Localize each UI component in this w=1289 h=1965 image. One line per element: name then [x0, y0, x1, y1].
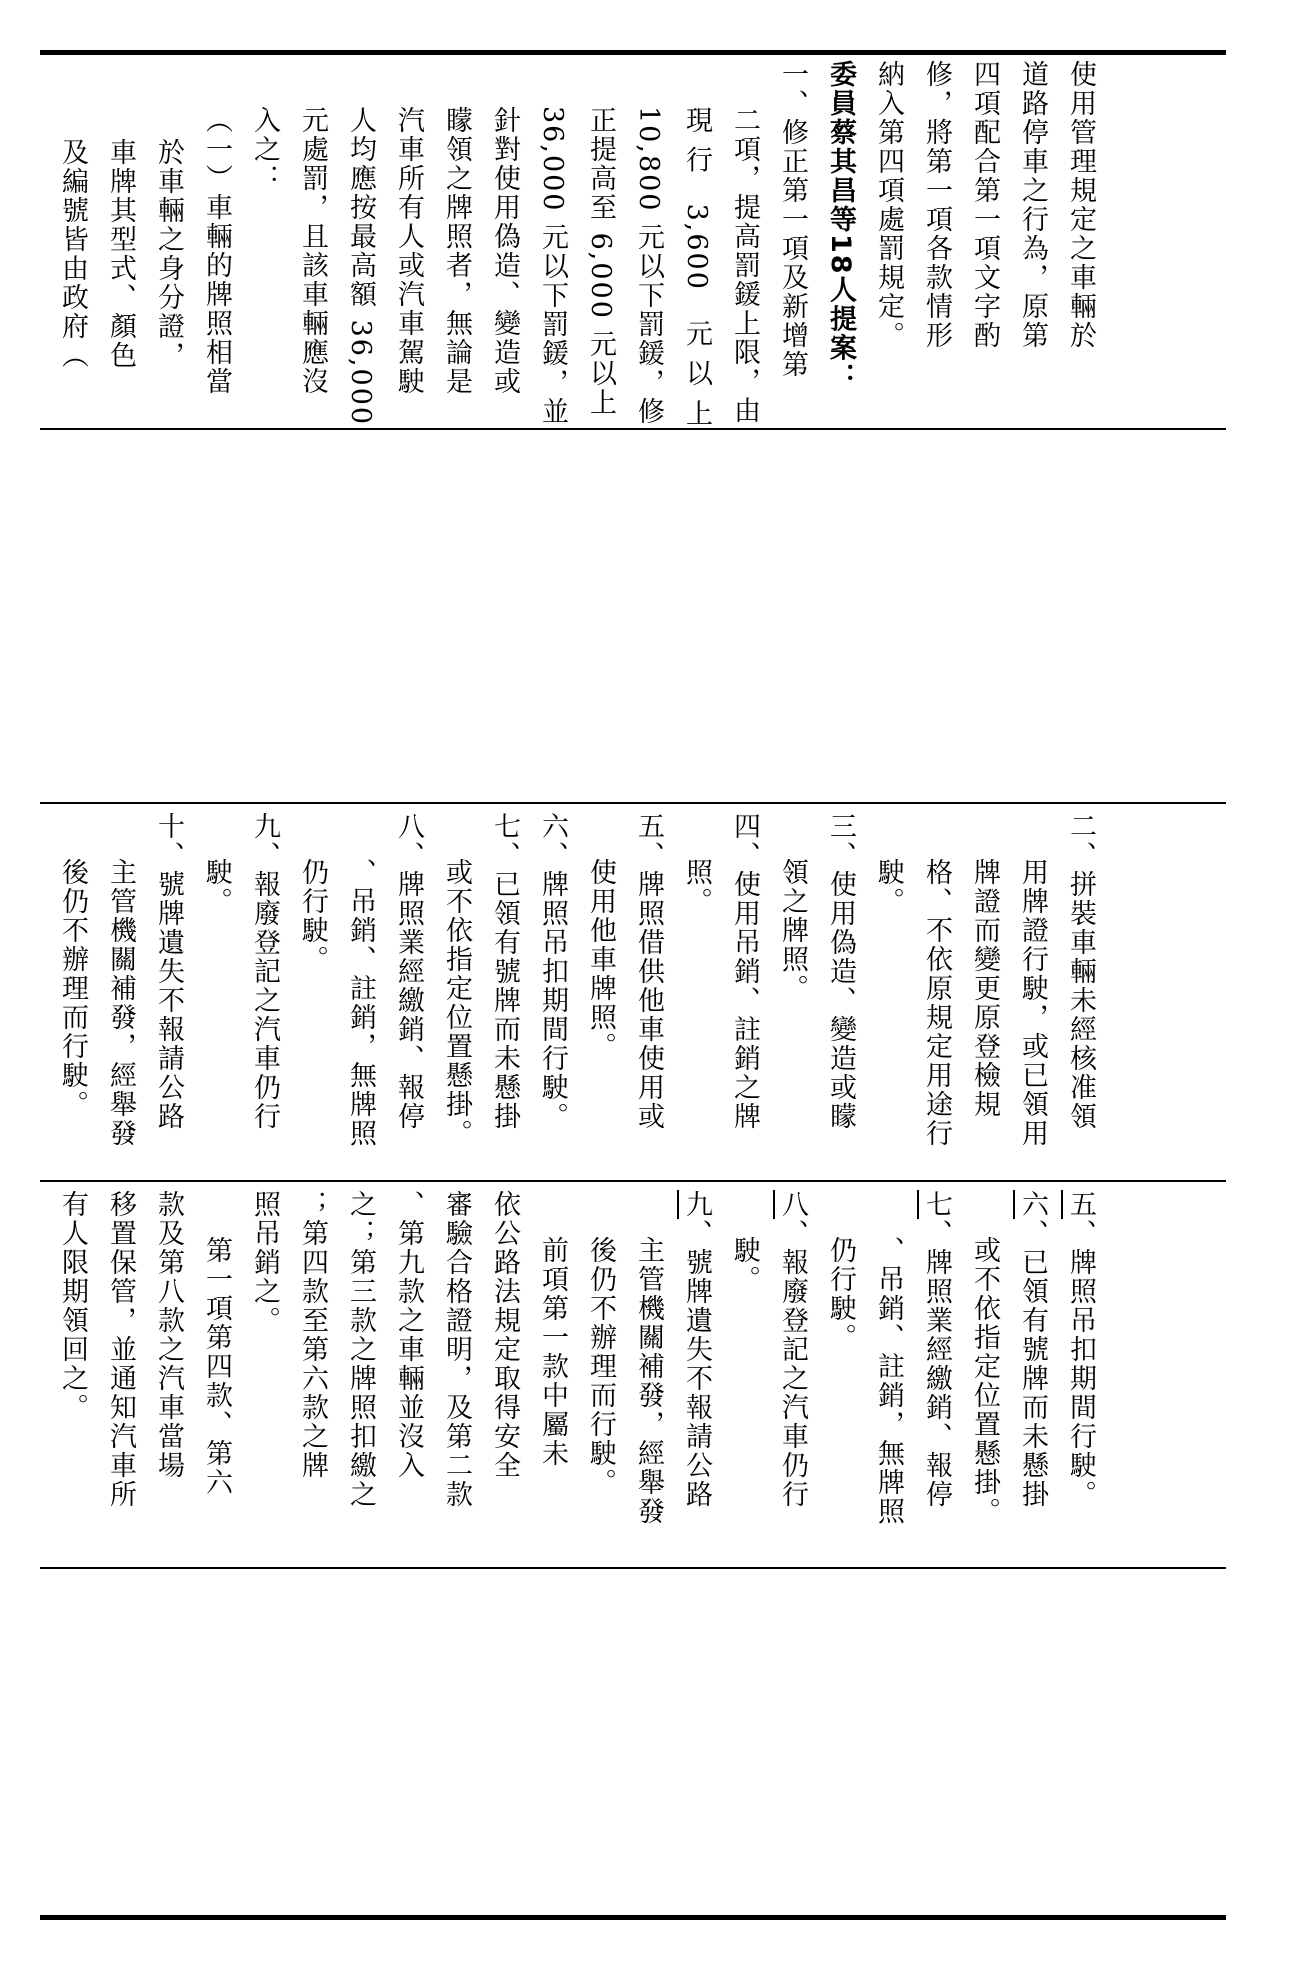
text-line: 現 行 3,600 元 以 上 — [681, 106, 712, 429]
text-line: 主管機關補發，經舉發 — [633, 1236, 664, 1526]
text-line: 仍行駛。 — [297, 858, 328, 974]
text-line: 五、牌照借供他車使用或 — [633, 812, 664, 1131]
text-line: 駛。 — [729, 1236, 760, 1294]
text-line: 納入第四項處罰規定。 — [873, 60, 904, 350]
text-line: 之；第三款之牌照扣繳之 — [345, 1190, 376, 1509]
band-1-text — [48, 60, 1104, 432]
text-line: 、第九款之車輛並沒入 — [393, 1190, 424, 1480]
text-line: 有人限期領回之。 — [57, 1190, 88, 1422]
text-line: 使用管理規定之車輛於 — [1065, 60, 1096, 350]
text-line: 八、牌照業經繳銷、報停 — [393, 812, 424, 1131]
text-line: 後仍不辦理而行駛。 — [57, 858, 88, 1119]
bottom-border-rule — [40, 1915, 1226, 1920]
divider-rule-1 — [40, 428, 1226, 430]
text-line: 照。 — [681, 858, 712, 916]
text-line: 後仍不辦理而行駛。 — [585, 1236, 616, 1497]
text-line: 三、使用偽造、變造或矇 — [825, 812, 856, 1131]
text-line: 或不依指定位置懸掛。 — [441, 858, 472, 1148]
text-line: 二項，提高罰鍰上限，由 — [729, 106, 760, 425]
text-line: 駛。 — [201, 858, 232, 916]
text-line: 移置保管，並通知汽車所 — [105, 1190, 136, 1509]
band-2-text — [48, 812, 1104, 1184]
text-line: 二、拼裝車輛未經核准領 — [1065, 812, 1096, 1131]
text-line: 委員蔡其昌等18人提案： — [825, 60, 856, 392]
text-line: 依公路法規定取得安全 — [489, 1190, 520, 1480]
text-line: 六、牌照吊扣期間行駛。 — [537, 812, 568, 1131]
column-band-3 — [48, 1190, 1220, 1564]
column-band-2 — [48, 812, 1220, 1184]
text-line: （一）車輛的牌照相當 — [201, 106, 232, 396]
divider-rule-4 — [40, 1567, 1226, 1569]
band-3-text — [48, 1190, 1104, 1564]
text-line: 九、報廢登記之汽車仍行 — [249, 812, 280, 1131]
text-line: 九、號牌遺失不報請公路 — [681, 1190, 712, 1509]
text-line: 車牌其型式、顏色 — [105, 138, 136, 370]
divider-rule-3 — [40, 1180, 1226, 1182]
text-line: 七、牌照業經繳銷、報停 — [921, 1190, 952, 1509]
text-line: 四、使用吊銷、註銷之牌 — [729, 812, 760, 1131]
text-line: 駛。 — [873, 858, 904, 916]
text-line: 、吊銷、註銷，無牌照 — [345, 858, 376, 1148]
text-line: 道路停車之行為，原第 — [1017, 60, 1048, 350]
text-line: 照吊銷之。 — [249, 1190, 280, 1335]
text-line: 格、不依原規定用途行 — [921, 858, 952, 1148]
text-line: 、吊銷、註銷，無牌照 — [873, 1236, 904, 1526]
text-line: 10,800 元以下罰鍰，修 — [633, 106, 664, 427]
text-line: 矇領之牌照者，無論是 — [441, 106, 472, 396]
text-line: 針對使用偽造、變造或 — [489, 106, 520, 396]
text-line: 汽車所有人或汽車駕駛 — [393, 106, 424, 396]
text-line: 或不依指定位置懸掛。 — [969, 1236, 1000, 1526]
text-line: 使用他車牌照。 — [585, 858, 616, 1061]
text-line: 第一項第四款、第六 — [201, 1236, 232, 1497]
text-line: 六、已領有號牌而未懸掛 — [1017, 1190, 1048, 1509]
text-line: ；第四款至第六款之牌 — [297, 1190, 328, 1480]
text-line: 及編號皆由政府（ — [57, 138, 88, 370]
text-line: 四項配合第一項文字酌 — [969, 60, 1000, 350]
divider-rule-2 — [40, 802, 1226, 804]
text-line: 36,000 元以下罰鍰，並 — [537, 106, 568, 427]
text-line: 修，將第一項各款情形 — [921, 60, 952, 350]
text-line: 元處罰，且該車輛應沒 — [297, 106, 328, 396]
text-line: 仍行駛。 — [825, 1236, 856, 1352]
text-line: 款及第八款之汽車當場 — [153, 1190, 184, 1480]
text-line: 用牌證行駛，或已領用 — [1017, 858, 1048, 1148]
column-band-1 — [48, 60, 1220, 432]
text-line: 八、報廢登記之汽車仍行 — [777, 1190, 808, 1509]
text-line: 審驗合格證明，及第二款 — [441, 1190, 472, 1509]
text-line: 前項第一款中屬未 — [537, 1236, 568, 1468]
text-line: 一、修正第一項及新增第 — [777, 60, 808, 379]
top-border-rule — [40, 50, 1226, 55]
text-line: 於車輛之身分證， — [153, 138, 184, 370]
text-line: 人均應按最高額 36,000 — [345, 106, 376, 427]
text-line: 七、已領有號牌而未懸掛 — [489, 812, 520, 1131]
text-line: 正提高至 6,000 元以上 — [585, 106, 616, 418]
text-line: 主管機關補發，經舉發 — [105, 858, 136, 1148]
text-line: 十、號牌遺失不報請公路 — [153, 812, 184, 1131]
text-line: 領之牌照。 — [777, 858, 808, 1003]
text-line: 入之： — [249, 106, 280, 193]
text-line: 五、牌照吊扣期間行駛。 — [1065, 1190, 1096, 1509]
text-line: 牌證而變更原登檢規 — [969, 858, 1000, 1119]
